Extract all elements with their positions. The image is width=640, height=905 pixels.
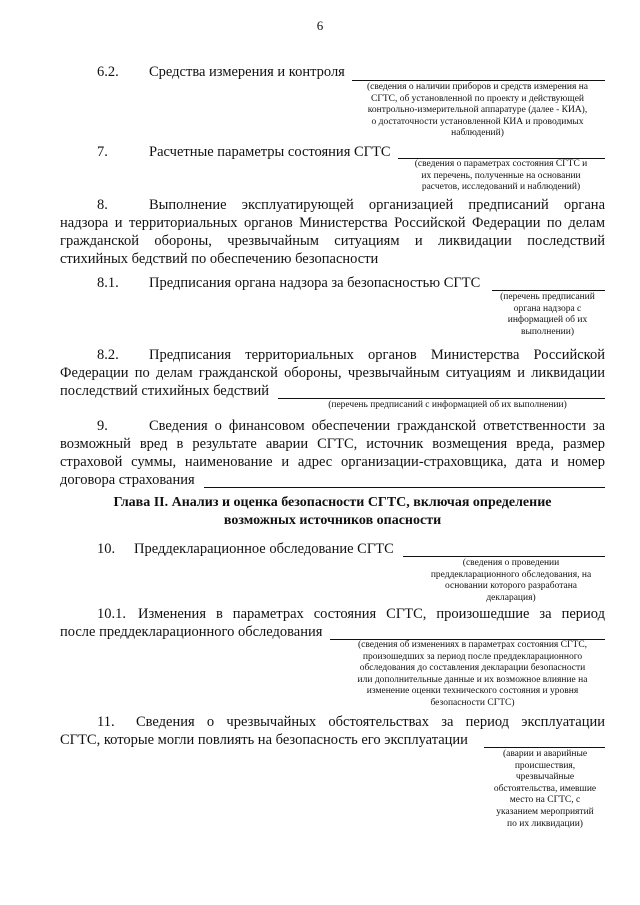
section-11-note: (аварии и аварийные происшествия, чрезвычайные обстоятельства, имевшие место на СГТС, с указанием мероприятий по их ликвидации) bbox=[493, 749, 597, 829]
section-8-line-3: гражданской обороны, чрезвычайным ситуациям и ликвидации последствий bbox=[60, 233, 605, 249]
section-8-1-note: (перечень предписаний органа надзора с информацией об их выполнении) bbox=[500, 292, 595, 337]
section-10-1-number: 10.1. bbox=[97, 606, 126, 622]
section-11-number: 11. bbox=[97, 714, 115, 730]
section-9-line-4: договора страхования bbox=[60, 472, 195, 488]
section-8-2-line-2: Федерации по делам гражданской обороны, чрезвычайным ситуациям и ликвидации bbox=[60, 365, 605, 381]
section-11-line-1: Сведения о чрезвычайных обстоятельствах за период эксплуатации bbox=[136, 714, 605, 730]
section-8-number: 8. bbox=[97, 197, 108, 213]
section-10-1-line-1: Изменения в параметрах состояния СГТС, произошедшие за период bbox=[138, 606, 605, 622]
section-8-line-1: Выполнение эксплуатирующей организацией предписаний органа bbox=[149, 197, 605, 213]
section-8-2-note: (перечень предписаний с информацией об их выполнении) bbox=[328, 400, 567, 410]
section-7-note: (сведения о параметрах состояния СГТС и их перечень, полученные на основании расчетов, исследований и наблюдений) bbox=[414, 159, 588, 193]
section-9-number: 9. bbox=[97, 418, 108, 434]
section-10-note: (сведения о проведении преддекларационного обследования, на основании которого разработана декларация) bbox=[430, 558, 592, 603]
section-6-2-note: (сведения о наличии приборов и средств измерения на СГТС, об установленной по проекту и действующей контрольно-измерительной аппаратуре (далее - КИА), о достаточности установленной КИА и проводимых наблюдений) bbox=[366, 82, 589, 139]
section-11-line-2: СГТС, которые могли повлиять на безопасность его эксплуатации bbox=[60, 732, 468, 748]
section-9-line-1: Сведения о финансовом обеспечении гражданской ответственности за bbox=[149, 418, 605, 434]
section-8-2-line-1: Предписания территориальных органов Министерства Российской bbox=[149, 347, 605, 363]
section-7-title: Расчетные параметры состояния СГТС bbox=[149, 144, 391, 160]
section-10-fill-line bbox=[403, 556, 605, 557]
section-6-2-fill-line bbox=[352, 80, 605, 81]
section-8-2-line-3: последствий стихийных бедствий bbox=[60, 383, 270, 399]
section-8-line-4: стихийных бедствий по обеспечению безопасности bbox=[60, 251, 379, 267]
section-8-2-fill-line bbox=[278, 398, 605, 399]
section-8-1-number: 8.1. bbox=[97, 275, 119, 291]
section-8-1-title: Предписания органа надзора за безопасностью СГТС bbox=[149, 275, 481, 291]
section-7-number: 7. bbox=[97, 144, 108, 160]
section-6-2-title: Средства измерения и контроля bbox=[149, 64, 345, 80]
section-10-number: 10. bbox=[97, 541, 116, 557]
chapter-2-heading: Глава II. Анализ и оценка безопасности СГТС, включая определение возможных источников опасности bbox=[113, 495, 552, 528]
section-6-2-number: 6.2. bbox=[97, 64, 119, 80]
section-9-line-2: возможный вред в результате аварии СГТС, источник возмещения вреда, размер bbox=[60, 436, 605, 452]
section-8-line-2: надзора и территориальных органов Министерства Российской Федерации по делам bbox=[60, 215, 605, 231]
page-number: 6 bbox=[316, 18, 324, 33]
section-10-title: Преддекларационное обследование СГТС bbox=[134, 541, 394, 557]
section-9-line-3: страховой суммы, наименование и адрес организации-страховщика, дата и номер bbox=[60, 454, 605, 470]
section-9-fill-line bbox=[204, 487, 605, 488]
section-11-fill-line bbox=[484, 747, 605, 748]
section-8-2-number: 8.2. bbox=[97, 347, 119, 363]
section-10-1-note: (сведения об изменениях в параметрах состояния СГТС, произошедших за период после преддекларационного обследования до составления декларации безопасности или дополнительные данные и их возможное влияние на изменение оценки технического состояния и уровня безопасности СГТС) bbox=[357, 640, 588, 708]
section-10-1-line-2: после преддекларационного обследования bbox=[60, 624, 323, 640]
section-8-1-fill-line bbox=[492, 290, 605, 291]
